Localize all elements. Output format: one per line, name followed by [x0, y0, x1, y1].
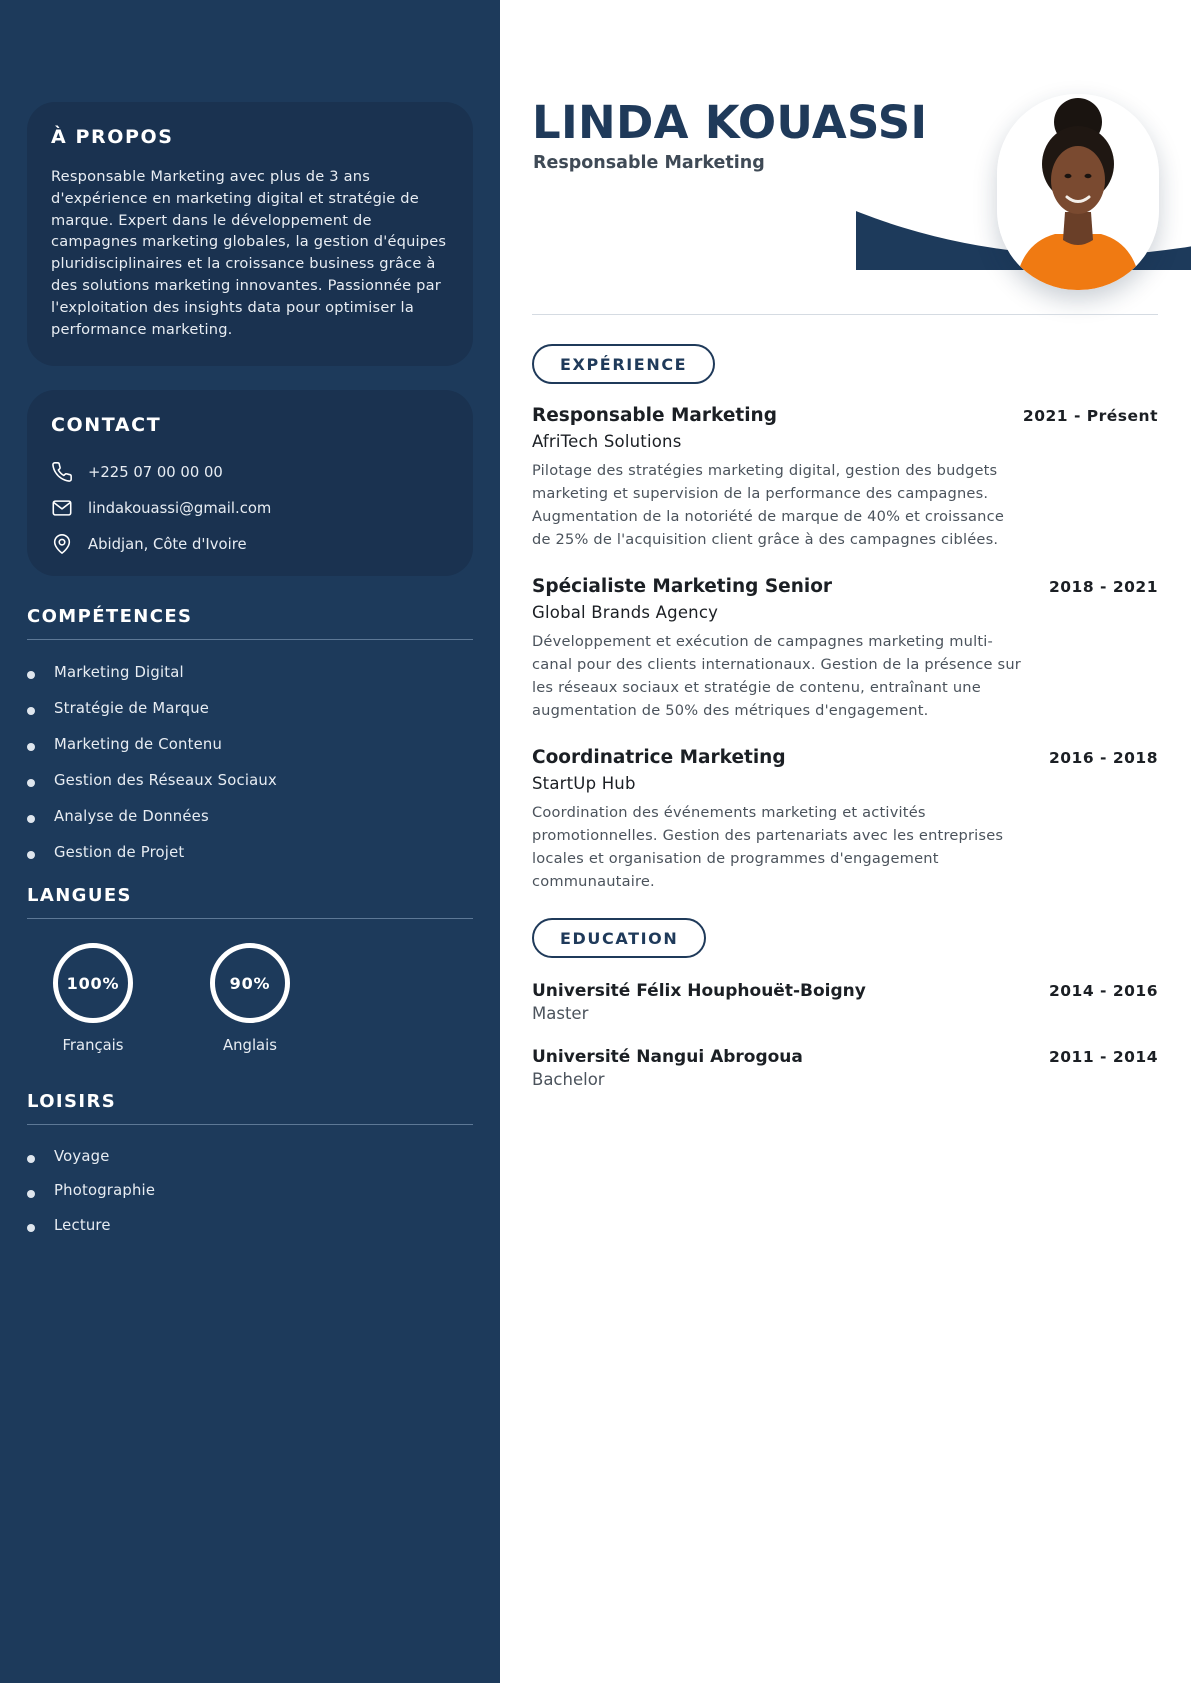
list-item: [27, 798, 473, 834]
bullet-dot: [27, 671, 35, 679]
phone-icon: [51, 461, 73, 483]
hobby-label: Voyage: [54, 1147, 110, 1165]
skill-label: Marketing Digital: [54, 663, 184, 681]
about-card: [27, 102, 473, 366]
list-item: [27, 726, 473, 762]
job-date: 2018 - 2021: [1048, 578, 1158, 596]
bullet-dot: [27, 1155, 35, 1163]
skill-label: Marketing de Contenu: [54, 735, 223, 753]
job-description: Développement et exécution de campagnes marketing multi-canal pour des clients internationaux. Gestion de la présence sur les réseaux sociaux et stratégie de contenu, entraînant une augmentation de 50% des métriques d'engagement.: [532, 633, 1021, 719]
job-date: 2016 - 2018: [1048, 749, 1158, 767]
hobbies-section: [27, 1091, 473, 1243]
list-item: [27, 690, 473, 726]
degree: Master: [532, 1004, 589, 1023]
education-date: 2011 - 2014: [1048, 1048, 1158, 1066]
contact-heading: CONTACT: [51, 414, 162, 436]
skill-label: Gestion des Réseaux Sociaux: [54, 771, 277, 789]
experience-heading: EXPÉRIENCE: [532, 344, 715, 384]
school-name: Université Félix Houphouët-Boigny: [532, 981, 866, 1001]
job-description: Coordination des événements marketing et activités promotionnelles. Gestion des partenariats avec les entreprises locales et organisation de programmes d'engagement communautaire.: [532, 804, 1004, 890]
hobbies-list: [27, 1139, 473, 1243]
contact-phone: [51, 454, 449, 490]
bullet-dot: [27, 815, 35, 823]
contact-email: [51, 490, 449, 526]
school-name: Université Nangui Abrogoua: [532, 1047, 803, 1067]
contact-location: [51, 526, 449, 562]
bullet-dot: [27, 851, 35, 859]
avatar-illustration: [997, 94, 1159, 290]
hobby-label: Photographie: [54, 1182, 156, 1200]
experience-item: [532, 576, 1158, 722]
job-title: Responsable Marketing: [532, 405, 777, 426]
list-item: [27, 1208, 473, 1243]
experience-item: [532, 405, 1158, 551]
language-level-circle: 100%: [53, 943, 133, 1023]
bullet-dot: [27, 1190, 35, 1198]
list-item: [27, 654, 473, 690]
job-description: Pilotage des stratégies marketing digital, gestion des budgets marketing et supervision de la performance des campagnes. Augmentation de la notoriété de marque de 40% et croissance de 25% de l'acquisition client grâce à des campagnes ciblées.: [532, 462, 1005, 548]
skill-label: Stratégie de Marque: [54, 699, 210, 717]
job-title: Coordinatrice Marketing: [532, 747, 786, 768]
main-content: [500, 0, 1191, 1683]
hobby-label: Lecture: [54, 1216, 111, 1234]
job-title: Spécialiste Marketing Senior: [532, 576, 833, 597]
location-pin-icon: [51, 533, 73, 555]
candidate-title: Responsable Marketing: [533, 153, 765, 173]
header-divider: [532, 314, 1158, 315]
language-name: Anglais: [223, 1037, 277, 1054]
language-item-english: [190, 943, 310, 1054]
education-item: [532, 1047, 1158, 1089]
hobbies-heading: LOISIRS: [27, 1091, 473, 1125]
contact-phone-text[interactable]: +225 07 00 00 00: [88, 463, 223, 481]
skill-label: Gestion de Projet: [54, 843, 185, 861]
job-company: AfriTech Solutions: [532, 432, 682, 451]
contact-location-text: Abidjan, Côte d'Ivoire: [88, 535, 247, 553]
list-item: [27, 1174, 473, 1209]
bullet-dot: [27, 707, 35, 715]
education-heading: EDUCATION: [532, 918, 706, 958]
education-item: [532, 981, 1158, 1023]
list-item: [27, 834, 473, 870]
mail-icon: [51, 497, 73, 519]
contact-email-text[interactable]: lindakouassi@gmail.com: [88, 499, 272, 517]
languages-list: [27, 919, 473, 1069]
skill-label: Analyse de Données: [54, 807, 209, 825]
languages-section: [27, 885, 473, 1069]
job-company: Global Brands Agency: [532, 603, 719, 622]
experience-item: [532, 747, 1158, 893]
language-level-circle: 90%: [210, 943, 290, 1023]
degree: Bachelor: [532, 1070, 605, 1089]
bullet-dot: [27, 1224, 35, 1232]
job-company: StartUp Hub: [532, 774, 636, 793]
skills-section: [27, 606, 473, 870]
skills-heading: COMPÉTENCES: [27, 606, 473, 640]
about-text: Responsable Marketing avec plus de 3 ans d'expérience en marketing digital et stratégie de marque. Expert dans le développement de campagnes marketing globales, la gestion d'équipes pluridisciplinaires et la croissance business grâce à des solutions marketing innovantes. Passionnée par l'exploitation des insights data pour optimiser la performance marketing.: [51, 168, 447, 338]
sidebar: [0, 0, 500, 1683]
bullet-dot: [27, 779, 35, 787]
education-date: 2014 - 2016: [1048, 982, 1158, 1000]
skills-list: [27, 654, 473, 870]
languages-heading: LANGUES: [27, 885, 473, 919]
list-item: [27, 1139, 473, 1174]
about-heading: À PROPOS: [51, 126, 174, 148]
language-name: Français: [62, 1037, 124, 1054]
bullet-dot: [27, 743, 35, 751]
job-date: 2021 - Présent: [1022, 407, 1158, 425]
candidate-name: LINDA KOUASSI: [532, 96, 928, 149]
profile-photo: [997, 94, 1159, 290]
list-item: [27, 762, 473, 798]
language-item-french: [33, 943, 153, 1054]
contact-card: [27, 390, 473, 576]
